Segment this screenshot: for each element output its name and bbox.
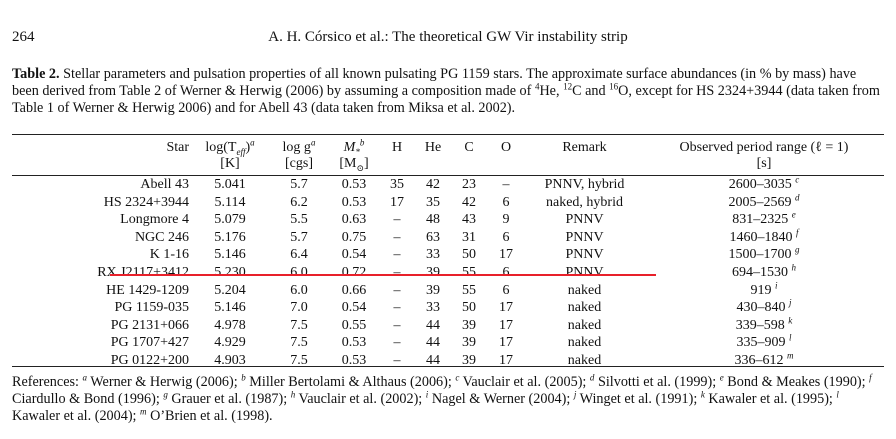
cell-star: RX J2117+3412: [97, 264, 189, 280]
cell-remark: naked: [567, 352, 602, 368]
cell-logg: 6.4: [290, 247, 308, 263]
cell-h: –: [393, 264, 401, 280]
reference-key: m: [140, 406, 147, 417]
cell-he: 39: [426, 282, 440, 298]
cell-logteff: 5.114: [214, 194, 246, 210]
reference-text: Grauer et al. (1987);: [167, 391, 291, 407]
cell-logg: 7.5: [290, 317, 308, 333]
cell-star: PG 2131+066: [110, 317, 189, 333]
cell-h: –: [393, 317, 401, 333]
cell-c: 39: [462, 317, 476, 333]
cell-star: PG 0122+200: [110, 352, 189, 368]
cell-mass: 0.54: [341, 247, 367, 263]
cell-remark: naked: [567, 300, 602, 316]
highlight-underline: [110, 274, 656, 276]
cell-logteff: 4.903: [214, 352, 246, 368]
reference-key: j: [573, 389, 577, 400]
reference-text: Silvotti et al. (1999);: [594, 374, 720, 390]
cell-mass: 0.53: [341, 335, 367, 351]
table-row: [12, 282, 884, 300]
caption-text-3: C and: [572, 83, 610, 99]
reference-key: d: [589, 372, 595, 383]
col-header-c: C: [464, 140, 474, 155]
reference-key: g: [163, 389, 168, 400]
cell-mass: 0.53: [341, 177, 367, 192]
cell-o: 9: [502, 212, 510, 228]
cell-logteff: 5.041: [214, 177, 246, 192]
reference-text: Ciardullo & Bond (1996);: [12, 391, 164, 407]
cell-remark: PNNV: [565, 212, 604, 228]
cell-c: 39: [462, 352, 476, 368]
cell-logg: 5.7: [290, 229, 308, 245]
cell-mass: 0.54: [341, 300, 367, 316]
col-header-logteff: $\log(T_{eff})^a$: [205, 137, 255, 157]
cell-remark: naked: [567, 282, 602, 298]
reference-text: Werner & Herwig (2006);: [87, 374, 242, 390]
unit-period: [s]: [756, 156, 772, 171]
table-row: [12, 229, 884, 247]
cell-star: Abell 43: [140, 177, 189, 192]
period-ref-marker: m: [787, 350, 794, 361]
cell-h: –: [393, 335, 401, 351]
reference-key: k: [700, 389, 705, 400]
reference-text: Bond & Meakes (1990);: [723, 374, 870, 390]
cell-o: 17: [499, 247, 513, 263]
cell-c: 39: [462, 335, 476, 351]
period-ref-marker: k: [788, 315, 793, 326]
period-value: 831–2325: [732, 212, 789, 228]
cell-o: 6: [502, 194, 510, 210]
cell-star: K 1-16: [149, 247, 189, 263]
cell-period: [644, 299, 884, 317]
cell-period: [644, 279, 884, 300]
cell-h: –: [393, 212, 401, 228]
unit-logg: [cgs]: [285, 156, 313, 171]
cell-he: 44: [426, 335, 440, 351]
caption-sup-he: 4: [534, 81, 540, 92]
cell-o: –: [502, 177, 510, 192]
table-row: [12, 264, 884, 282]
period-value: 694–1530: [732, 264, 788, 280]
cell-period: [644, 264, 884, 282]
cell-period: [644, 191, 884, 212]
period-value: 2005–2569: [728, 194, 792, 210]
period-value: 335–909: [736, 335, 786, 351]
cell-h: –: [393, 247, 401, 263]
cell-logteff: 5.079: [214, 212, 246, 228]
cell-he: 35: [426, 194, 440, 210]
table-row: [12, 176, 884, 194]
cell-star: NGC 246: [134, 229, 189, 245]
reference-key: b: [241, 372, 246, 383]
reference-text: Miller Bertolami & Althaus (2006);: [245, 374, 456, 390]
caption-sup-o: 16: [609, 81, 619, 92]
cell-o: 17: [499, 300, 513, 316]
stellar-parameters-table: [12, 137, 884, 370]
period-value: 336–612: [734, 352, 784, 368]
period-ref-marker: l: [788, 332, 792, 343]
reference-key: f: [869, 372, 872, 383]
cell-c: 23: [462, 177, 476, 192]
table-row: [12, 194, 884, 212]
period-ref-marker: h: [791, 262, 796, 273]
cell-o: 6: [502, 264, 510, 280]
col-header-logg: $\log g^a$: [282, 137, 316, 155]
cell-mass: 0.55: [341, 317, 367, 333]
reference-key: h: [290, 389, 296, 400]
cell-logg: 5.7: [290, 177, 308, 192]
header-units-row: [12, 156, 884, 172]
reference-key: i: [425, 389, 429, 400]
cell-c: 55: [462, 264, 476, 280]
cell-logteff: 4.978: [214, 317, 246, 333]
cell-logteff: 5.176: [214, 229, 246, 245]
cell-mass: 0.53: [341, 352, 367, 368]
period-value: 2600–3035: [728, 177, 792, 192]
page-number: 264: [12, 29, 35, 45]
cell-logg: 6.2: [290, 194, 308, 210]
cell-logg: 6.0: [290, 282, 308, 298]
caption-sup-c: 12: [563, 81, 573, 92]
cell-logteff: 5.146: [214, 300, 246, 316]
table-caption: [12, 66, 884, 117]
period-value: 919: [750, 282, 772, 298]
caption-text-4: O, except for HS 2324+3944 (data taken from Table 1 of Werner & Herwig 2006) and for Abell 43 (data taken from Miksa et al. 2002).: [12, 83, 880, 116]
caption-text-2: He,: [539, 83, 564, 99]
col-header-mass: $M_*^b$: [343, 137, 365, 157]
reference-text: Kawaler et al. (1995);: [704, 391, 837, 407]
cell-h: –: [393, 229, 401, 245]
cell-h: 35: [390, 177, 404, 192]
cell-h: –: [393, 352, 401, 368]
cell-o: 17: [499, 317, 513, 333]
reference-text: Nagel & Werner (2004);: [428, 391, 574, 407]
cell-remark: naked, hybrid: [546, 194, 623, 210]
cell-remark: PNNV: [565, 264, 604, 280]
header-row: [12, 140, 884, 156]
period-value: 339–598: [735, 317, 785, 333]
period-value: 1460–1840: [729, 229, 793, 245]
cell-c: 50: [462, 247, 476, 263]
col-header-o: O: [500, 140, 512, 155]
table-top-rule: [12, 134, 884, 135]
cell-h: 17: [390, 194, 404, 210]
table-row: [12, 211, 884, 229]
reference-key: c: [455, 372, 460, 383]
cell-remark: naked: [567, 335, 602, 351]
cell-c: 43: [462, 212, 476, 228]
cell-c: 55: [462, 282, 476, 298]
cell-logteff: 5.204: [214, 282, 246, 298]
cell-mass: 0.63: [341, 212, 367, 228]
unit-logteff: [K]: [220, 156, 240, 171]
cell-star: PG 1159-035: [114, 300, 189, 316]
cell-period: [644, 317, 884, 335]
caption-label: Table 2.: [12, 66, 60, 82]
cell-logg: 7.5: [290, 335, 308, 351]
cell-o: 17: [499, 335, 513, 351]
cell-c: 42: [462, 194, 476, 210]
cell-logg: 5.5: [290, 212, 308, 228]
col-header-he: He: [424, 140, 442, 155]
col-header-star: Star: [166, 140, 189, 155]
cell-period: [644, 229, 884, 247]
period-ref-marker: d: [795, 191, 800, 202]
cell-remark: PNNV: [565, 247, 604, 263]
period-ref-marker: e: [791, 209, 796, 220]
cell-he: 44: [426, 352, 440, 368]
cell-period: [644, 211, 884, 229]
cell-h: –: [393, 282, 401, 298]
cell-star: HS 2324+3944: [103, 194, 189, 210]
cell-logg: 6.0: [290, 264, 308, 280]
table-row: [12, 352, 884, 370]
period-value: 430–840: [736, 300, 786, 316]
cell-c: 50: [462, 300, 476, 316]
reference-text: Vauclair et al. (2005);: [459, 374, 590, 390]
reference-text: Vauclair et al. (2002);: [295, 391, 426, 407]
caption-text-1: Stellar parameters and pulsation properties of all known pulsating PG 1159 stars. The approximate surface abundances (in % by mass) have been derived from Table 2 of Werner & Herwig (2006) by assuming a composition made of: [12, 66, 857, 99]
cell-logteff: 5.230: [214, 264, 246, 280]
cell-remark: PNNV, hybrid: [544, 177, 625, 192]
cell-c: 31: [462, 229, 476, 245]
cell-star: HE 1429-1209: [106, 282, 189, 298]
cell-remark: naked: [567, 317, 602, 333]
period-ref-marker: i: [774, 279, 778, 290]
reference-key: l: [836, 389, 839, 400]
cell-o: 17: [499, 352, 513, 368]
reference-text: Kawaler et al. (2004);: [12, 408, 141, 424]
cell-mass: 0.72: [341, 264, 367, 280]
cell-logteff: 4.929: [214, 335, 246, 351]
cell-period: [644, 246, 884, 264]
reference-text: O’Brien et al. (1998).: [146, 408, 273, 424]
cell-he: 33: [426, 300, 440, 316]
cell-he: 44: [426, 317, 440, 333]
table-row: [12, 317, 884, 335]
reference-key: a: [82, 372, 88, 383]
cell-star: Longmore 4: [120, 212, 189, 228]
cell-remark: PNNV: [565, 229, 604, 245]
cell-period: [644, 352, 884, 370]
table-row: [12, 246, 884, 264]
cell-period: [644, 334, 884, 352]
cell-he: 63: [426, 229, 440, 245]
unit-mass: $[M_⊙]$: [339, 156, 369, 173]
period-value: 1500–1700: [728, 247, 792, 263]
cell-he: 33: [426, 247, 440, 263]
period-ref-marker: j: [788, 297, 792, 308]
cell-h: –: [393, 300, 401, 316]
cell-o: 6: [502, 229, 510, 245]
cell-mass: 0.66: [341, 282, 367, 298]
cell-period: [644, 176, 884, 194]
cell-logg: 7.0: [290, 300, 308, 316]
cell-he: 39: [426, 264, 440, 280]
col-header-period: Observed period range (ℓ = 1): [679, 140, 849, 155]
cell-logteff: 5.146: [214, 247, 246, 263]
cell-he: 42: [426, 177, 440, 192]
reference-text: Winget et al. (1991);: [576, 391, 701, 407]
cell-mass: 0.75: [341, 229, 367, 245]
period-ref-marker: c: [795, 174, 800, 185]
running-head: A. H. Córsico et al.: The theoretical GW Vir instability strip: [268, 29, 628, 45]
table-row: [12, 299, 884, 317]
table-row: [12, 334, 884, 352]
cell-star: PG 1707+427: [110, 335, 189, 351]
references-lead: References:: [12, 374, 83, 390]
cell-logg: 7.5: [290, 352, 308, 368]
references: [12, 374, 884, 425]
period-ref-marker: g: [795, 244, 800, 255]
col-header-h: H: [391, 140, 403, 155]
col-header-remark: Remark: [562, 140, 607, 155]
cell-o: 6: [502, 282, 510, 298]
reference-key: e: [719, 372, 724, 383]
period-ref-marker: f: [795, 227, 799, 238]
cell-he: 48: [426, 212, 440, 228]
cell-mass: 0.53: [341, 194, 367, 210]
